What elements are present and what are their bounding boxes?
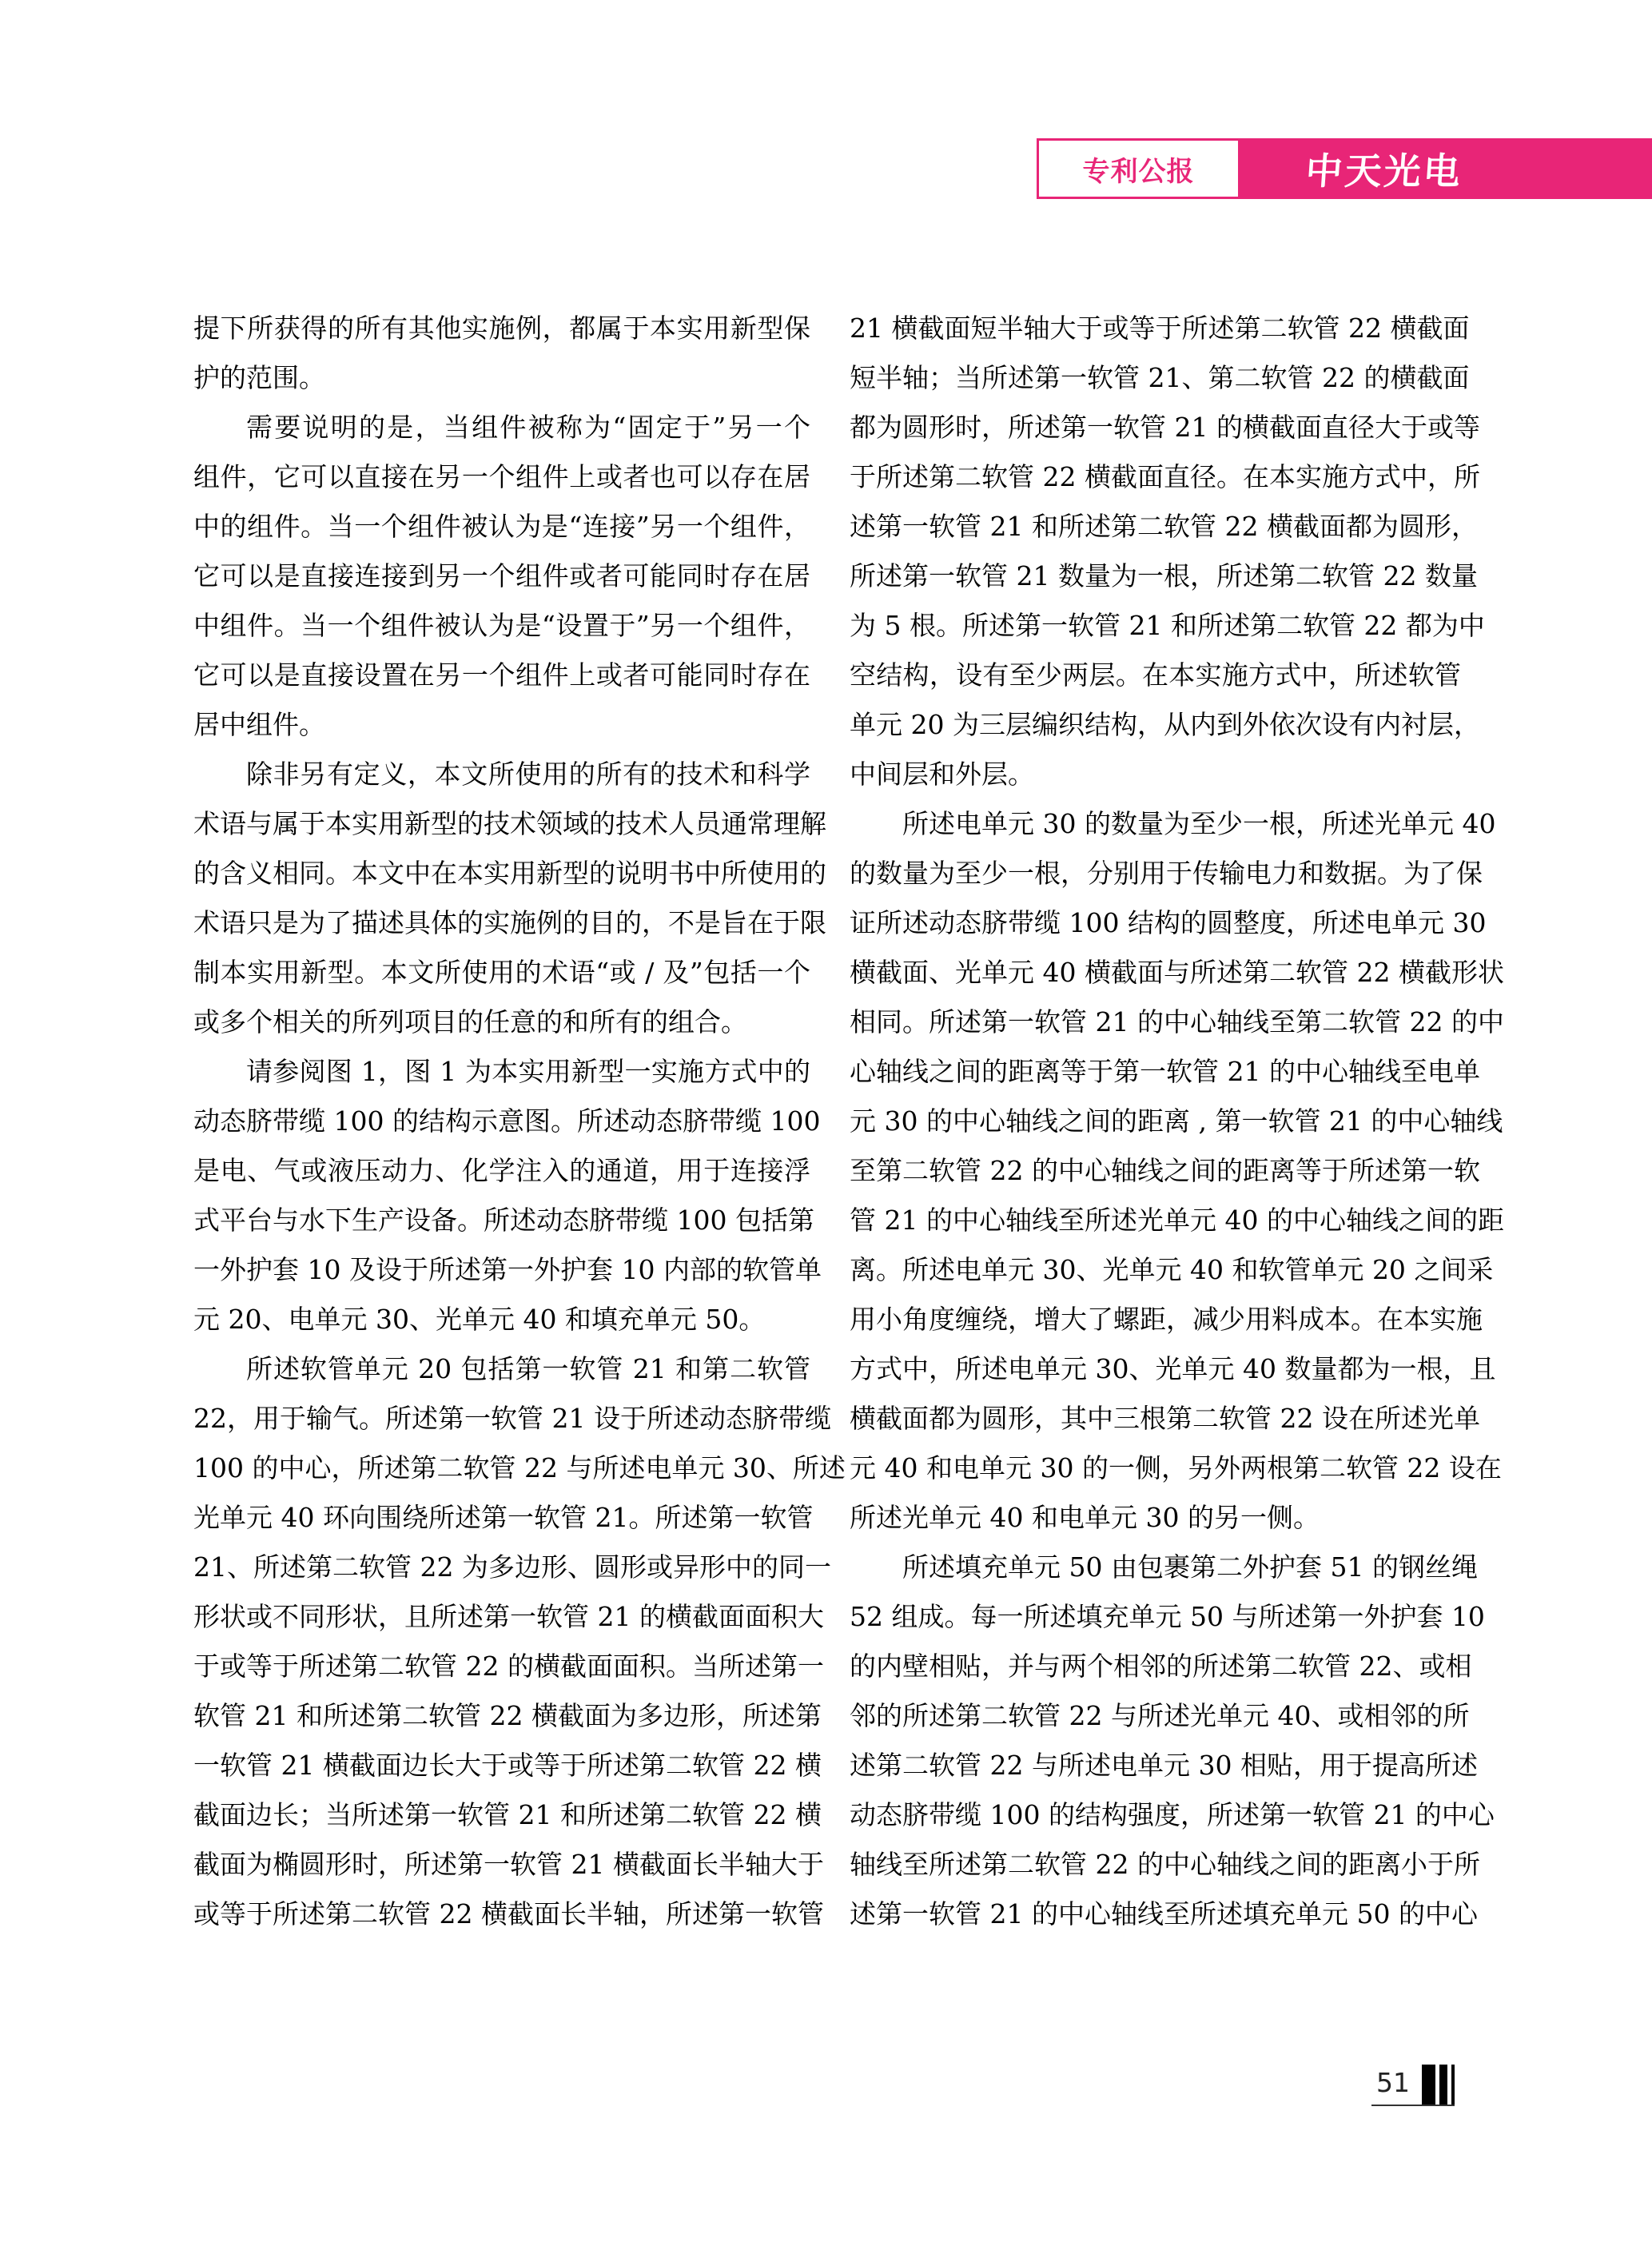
text-line: 中间层和外层。	[850, 759, 1034, 790]
text-line: 空结构，设有至少两层。在本实施方式中，所述软管	[850, 659, 1461, 691]
text-line: 式平台与水下生产设备。所述动态脐带缆 100 包括第	[193, 1205, 814, 1236]
text-line: 它可以是直接连接到另一个组件或者可能同时存在居	[193, 560, 810, 591]
text-line: 所述填充单元 50 由包裹第二外护套 51 的钢丝绳	[902, 1551, 1478, 1583]
text-line: 护的范围。	[193, 362, 325, 393]
text-line: 的含义相同。本文中在本实用新型的说明书中所使用的	[193, 858, 826, 889]
text-line: 元 20、电单元 30、光单元 40 和填充单元 50。	[193, 1304, 766, 1335]
text-line: 的内壁相贴，并与两个相邻的所述第二软管 22、或相	[850, 1651, 1472, 1682]
text-line: 居中组件。	[193, 709, 325, 740]
text-line: 心轴线之间的距离等于第一软管 21 的中心轴线至电单	[850, 1056, 1480, 1087]
footer-bar-medium	[1439, 2065, 1447, 2105]
text-line: 于或等于所述第二软管 22 的横截面面积。当所述第一	[193, 1651, 824, 1682]
text-line: 它可以是直接设置在另一个组件上或者可能同时存在	[193, 659, 810, 691]
text-line: 所述电单元 30 的数量为至少一根，所述光单元 40	[902, 808, 1496, 839]
footer-bar-thin	[1451, 2065, 1455, 2105]
text-line: 提下所获得的所有其他实施例，都属于本实用新型保	[193, 313, 810, 344]
text-line: 需要说明的是，当组件被称为“固定于”另一个	[246, 412, 810, 443]
text-line: 横截面、光单元 40 横截面与所述第二软管 22 横截形状	[850, 957, 1504, 988]
text-line: 请参阅图 1，图 1 为本实用新型一实施方式中的	[246, 1056, 810, 1087]
text-line: 动态脐带缆 100 的结构示意图。所述动态脐带缆 100	[193, 1105, 821, 1137]
text-line: 元 40 和电单元 30 的一侧，另外两根第二软管 22 设在	[850, 1452, 1502, 1483]
text-line: 100 的中心，所述第二软管 22 与所述电单元 30、所述	[193, 1452, 846, 1483]
text-line: 所述第一软管 21 数量为一根，所述第二软管 22 数量	[850, 560, 1478, 591]
text-line: 22，用于输气。所述第一软管 21 设于所述动态脐带缆	[193, 1403, 831, 1434]
text-line: 是电、气或液压动力、化学注入的通道，用于连接浮	[193, 1155, 810, 1186]
text-line: 的数量为至少一根，分别用于传输电力和数据。为了保	[850, 858, 1483, 889]
text-line: 轴线至所述第二软管 22 的中心轴线之间的距离小于所	[850, 1849, 1480, 1880]
text-line: 组件，它可以直接在另一个组件上或者也可以存在居	[193, 461, 810, 492]
text-line: 所述光单元 40 和电单元 30 的另一侧。	[850, 1502, 1320, 1533]
text-line: 中的组件。当一个组件被认为是“连接”另一个组件，	[193, 511, 810, 542]
text-line: 软管 21 和所述第二软管 22 横截面为多边形，所述第	[193, 1700, 822, 1731]
left-text-column	[193, 304, 846, 1939]
text-line: 至第二软管 22 的中心轴线之间的距离等于所述第一软	[850, 1155, 1480, 1186]
text-line: 21 横截面短半轴大于或等于所述第二软管 22 横截面	[850, 313, 1470, 344]
text-line: 截面边长；当所述第一软管 21 和所述第二软管 22 横	[193, 1799, 822, 1830]
text-line: 制本实用新型。本文所使用的术语“或 / 及”包括一个	[193, 957, 810, 988]
badge-label: 专利公报	[1082, 155, 1195, 188]
text-line: 一外护套 10 及设于所述第一外护套 10 内部的软管单	[193, 1254, 822, 1285]
text-line: 短半轴；当所述第一软管 21、第二软管 22 的横截面	[850, 362, 1470, 393]
text-line: 管 21 的中心轴线至所述光单元 40 的中心轴线之间的距	[850, 1205, 1504, 1236]
text-line: 证所述动态脐带缆 100 结构的圆整度，所述电单元 30	[850, 907, 1487, 938]
text-line: 横截面都为圆形，其中三根第二软管 22 设在所述光单	[850, 1403, 1480, 1434]
text-line: 方式中，所述电单元 30、光单元 40 数量都为一根，且	[850, 1353, 1496, 1384]
text-line: 邻的所述第二软管 22 与所述光单元 40、或相邻的所	[850, 1700, 1470, 1731]
text-line: 用小角度缠绕，增大了螺距，减少用料成本。在本实施	[850, 1304, 1483, 1335]
text-line: 述第一软管 21 的中心轴线至所述填充单元 50 的中心	[850, 1898, 1478, 1929]
brand-logo: 中天光电	[1304, 149, 1464, 193]
right-text-column	[850, 304, 1504, 1939]
text-line: 或多个相关的所列项目的任意的和所有的组合。	[193, 1006, 747, 1037]
footer-rule	[1371, 2105, 1455, 2106]
text-line: 所述软管单元 20 包括第一软管 21 和第二软管	[246, 1353, 810, 1384]
text-line: 或等于所述第二软管 22 横截面长半轴，所述第一软管	[193, 1898, 824, 1929]
text-line: 于所述第二软管 22 横截面直径。在本实施方式中，所	[850, 461, 1480, 492]
text-line: 光单元 40 环向围绕所述第一软管 21。所述第一软管	[193, 1502, 814, 1533]
text-line: 述第一软管 21 和所述第二软管 22 横截面都为圆形，	[850, 511, 1478, 542]
text-line: 形状或不同形状，且所述第一软管 21 的横截面面积大	[193, 1601, 824, 1632]
text-line: 离。所述电单元 30、光单元 40 和软管单元 20 之间采	[850, 1254, 1494, 1285]
footer-bar-thick	[1422, 2065, 1435, 2105]
text-line: 中组件。当一个组件被认为是“设置于”另一个组件，	[193, 610, 810, 641]
text-line: 52 组成。每一所述填充单元 50 与所述第一外护套 10	[850, 1601, 1485, 1632]
brand-banner	[1240, 138, 1652, 199]
text-line: 术语与属于本实用新型的技术领域的技术人员通常理解	[193, 808, 826, 839]
text-line: 单元 20 为三层编织结构，从内到外依次设有内衬层，	[850, 709, 1480, 740]
patent-gazette-badge	[1037, 138, 1240, 199]
text-line: 截面为椭圆形时，所述第一软管 21 横截面长半轴大于	[193, 1849, 824, 1880]
text-line: 动态脐带缆 100 的结构强度，所述第一软管 21 的中心	[850, 1799, 1495, 1830]
text-line: 元 30 的中心轴线之间的距离 , 第一软管 21 的中心轴线	[850, 1105, 1503, 1137]
text-line: 相同。所述第一软管 21 的中心轴线至第二软管 22 的中	[850, 1006, 1504, 1037]
text-line: 一软管 21 横截面边长大于或等于所述第二软管 22 横	[193, 1750, 822, 1781]
text-line: 为 5 根。所述第一软管 21 和所述第二软管 22 都为中	[850, 610, 1485, 641]
text-line: 除非另有定义，本文所使用的所有的技术和科学	[246, 759, 810, 790]
page-number: 51	[1376, 2067, 1410, 2098]
text-line: 术语只是为了描述具体的实施例的目的，不是旨在于限	[193, 907, 826, 938]
text-line: 述第二软管 22 与所述电单元 30 相贴，用于提高所述	[850, 1750, 1478, 1781]
text-line: 21、所述第二软管 22 为多边形、圆形或异形中的同一	[193, 1551, 831, 1583]
text-line: 都为圆形时，所述第一软管 21 的横截面直径大于或等	[850, 412, 1480, 443]
